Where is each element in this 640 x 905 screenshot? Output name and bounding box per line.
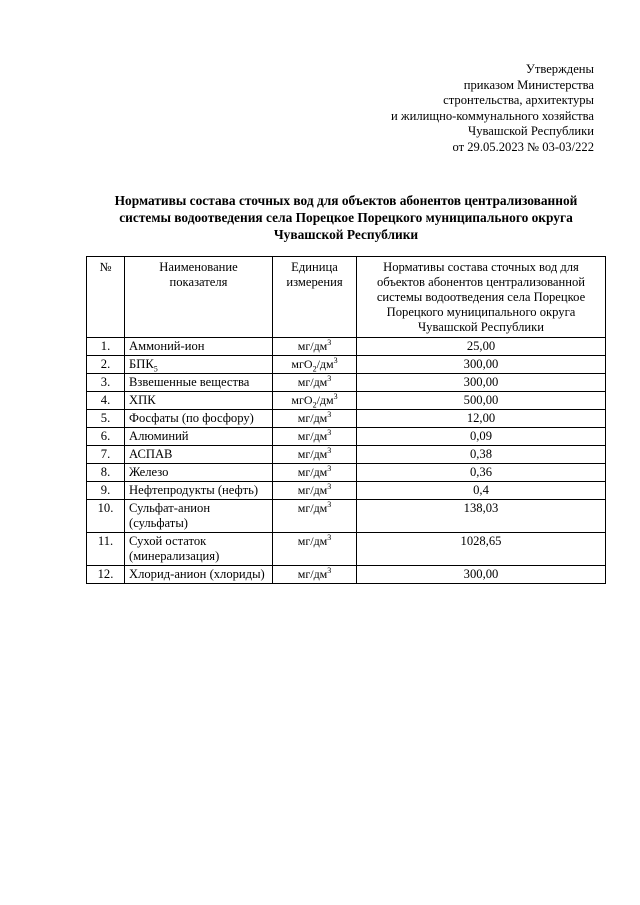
indicator-name-text: ХПК: [129, 393, 156, 407]
unit-cell: [273, 446, 357, 464]
unit-cell: [273, 464, 357, 482]
indicator-name-text: Нефтепродукты (нефть): [129, 483, 259, 497]
indicator-name-text: Сухой остаток (минерализация): [129, 534, 220, 563]
table-header-row: [87, 257, 606, 338]
unit-base: мгО: [291, 393, 313, 407]
norm-value: 300,00: [357, 374, 606, 392]
row-number: 10.: [87, 500, 125, 533]
indicator-name: [125, 374, 273, 392]
unit-base: мг/дм: [297, 483, 328, 497]
unit-base: мг/дм: [297, 465, 328, 479]
indicator-name: [125, 356, 273, 374]
unit-cell: [273, 392, 357, 410]
unit-superscript: 3: [327, 464, 332, 473]
title-line: Нормативы состава сточных вод для объектов абонентов централизованной: [114, 193, 578, 208]
unit-base: мг/дм: [297, 567, 328, 581]
table-row: [87, 392, 606, 410]
header-unit: Единица измерения: [273, 257, 357, 338]
table-row: [87, 464, 606, 482]
indicator-name: [125, 446, 273, 464]
indicator-name-text: Алюминий: [129, 429, 189, 443]
unit-base: мг/дм: [297, 375, 328, 389]
unit-cell: [273, 482, 357, 500]
row-number: 1.: [87, 338, 125, 356]
norm-value: 0,38: [357, 446, 606, 464]
row-number: 12.: [87, 566, 125, 584]
table-row: [87, 356, 606, 374]
norm-value: 0,09: [357, 428, 606, 446]
indicator-name: [125, 566, 273, 584]
row-number: 8.: [87, 464, 125, 482]
table-body: [87, 338, 606, 584]
table-row: [87, 374, 606, 392]
indicator-name-text: Аммоний-ион: [129, 339, 205, 353]
indicator-name-text: Хлорид-анион (хлориды): [129, 567, 265, 581]
unit-cell: [273, 428, 357, 446]
unit-cell: [273, 356, 357, 374]
indicator-name: [125, 410, 273, 428]
indicator-name: [125, 428, 273, 446]
table-row: [87, 428, 606, 446]
indicator-name-text: Фосфаты (по фосфору): [129, 411, 254, 425]
unit-tail: /дм: [316, 357, 334, 371]
table-row: [87, 482, 606, 500]
approval-block: [391, 62, 594, 155]
row-number: 6.: [87, 428, 125, 446]
unit-cell: [273, 533, 357, 566]
header-name: Наименование показателя: [125, 257, 273, 338]
unit-base: мг/дм: [297, 429, 328, 443]
indicator-name-text: Железо: [129, 465, 169, 479]
unit-superscript: 3: [327, 428, 332, 437]
indicator-name: [125, 500, 273, 533]
row-number: 11.: [87, 533, 125, 566]
indicator-name-text: АСПАВ: [129, 447, 173, 461]
norm-value: 25,00: [357, 338, 606, 356]
indicator-name-text: Взвешенные вещества: [129, 375, 250, 389]
indicator-name: [125, 482, 273, 500]
unit-tail: /дм: [316, 393, 334, 407]
norm-value: 1028,65: [357, 533, 606, 566]
unit-superscript: 3: [327, 500, 332, 509]
unit-base: мг/дм: [297, 447, 328, 461]
table-row: [87, 566, 606, 584]
unit-cell: [273, 374, 357, 392]
approval-line: Чувашской Республики: [468, 124, 594, 138]
unit-superscript: 3: [327, 482, 332, 491]
unit-subscript: 2: [312, 400, 317, 410]
unit-superscript: 3: [327, 566, 332, 575]
norms-table: [86, 256, 606, 584]
header-norm: Нормативы состава сточных вод для объектов абонентов централизованной системы водоотведения села Порецкое Порецкого муниципального округа Чувашской Республики: [357, 257, 606, 338]
table-row: [87, 446, 606, 464]
indicator-name: [125, 533, 273, 566]
approval-line: приказом Министерства: [463, 77, 594, 92]
approval-line: и жилищно-коммунального хозяйства: [391, 108, 594, 123]
indicator-name-text: БПК: [129, 357, 154, 371]
indicator-name: [125, 464, 273, 482]
row-number: 2.: [87, 356, 125, 374]
approval-line: от 29.05.2023 № 03-03/222: [452, 139, 594, 154]
unit-superscript: 3: [327, 410, 332, 419]
unit-superscript: 3: [327, 533, 332, 542]
table-row: [87, 338, 606, 356]
unit-subscript: 2: [312, 364, 317, 374]
unit-base: мг/дм: [297, 411, 328, 425]
unit-superscript: 3: [327, 446, 332, 455]
norm-value: 500,00: [357, 392, 606, 410]
title-line: системы водоотведения села Порецкое Порецкого муниципального округа: [119, 210, 573, 225]
unit-superscript: 3: [333, 356, 338, 365]
unit-cell: [273, 338, 357, 356]
header-num: №: [87, 257, 125, 338]
row-number: 9.: [87, 482, 125, 500]
table-row: [87, 500, 606, 533]
unit-base: мг/дм: [297, 339, 328, 353]
unit-base: мг/дм: [297, 501, 328, 515]
unit-cell: [273, 500, 357, 533]
unit-superscript: 3: [327, 338, 332, 347]
row-number: 5.: [87, 410, 125, 428]
unit-cell: [273, 410, 357, 428]
unit-superscript: 3: [327, 374, 332, 383]
table-row: [87, 410, 606, 428]
indicator-name-text: Сульфат-анион (сульфаты): [129, 501, 211, 530]
row-number: 4.: [87, 392, 125, 410]
unit-superscript: 3: [333, 392, 338, 401]
norm-value: 300,00: [357, 356, 606, 374]
row-number: 3.: [87, 374, 125, 392]
row-number: 7.: [87, 446, 125, 464]
approval-line: стронтельства, архитектуры: [443, 93, 594, 107]
norm-value: 0,36: [357, 464, 606, 482]
table-row: [87, 533, 606, 566]
norm-value: 0,4: [357, 482, 606, 500]
document-title: [86, 192, 606, 243]
unit-base: мгО: [291, 357, 313, 371]
indicator-name: [125, 392, 273, 410]
unit-base: мг/дм: [297, 534, 328, 548]
norm-value: 300,00: [357, 566, 606, 584]
indicator-name-subscript: 5: [153, 364, 158, 374]
title-line: Чувашской Республики: [273, 227, 419, 242]
unit-cell: [273, 566, 357, 584]
approval-line: Утверждены: [525, 62, 594, 76]
norm-value: 12,00: [357, 410, 606, 428]
indicator-name: [125, 338, 273, 356]
norm-value: 138,03: [357, 500, 606, 533]
